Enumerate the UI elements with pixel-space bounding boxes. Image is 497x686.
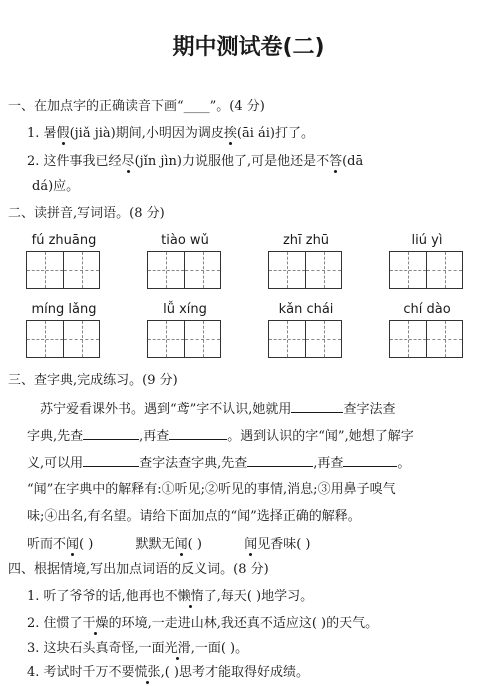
answer-item: 闻见香味( ) xyxy=(244,537,311,552)
pinyin-row-1 xyxy=(0,233,497,299)
section3-paragraph-line: 味;④出名,有名望。请给下面加点的“闻”选择正确的解释。 xyxy=(27,509,361,524)
pinyin-text: kǎn chái xyxy=(278,302,334,317)
section3-answers-line xyxy=(27,536,310,554)
answer-item: 听而不闻( ) xyxy=(27,537,94,552)
pinyin-text: míng lǎng xyxy=(31,302,97,317)
writing-grid[interactable] xyxy=(389,320,463,358)
answer-blank[interactable] xyxy=(291,400,343,413)
answer-blank[interactable] xyxy=(169,427,227,440)
answer-blank[interactable] xyxy=(343,454,397,467)
page-title: 期中测试卷(二) xyxy=(172,35,325,60)
section3-paragraph-line: 苏宁爱看课外书。遇到“鸢”字不认识,她就用 查字法查 xyxy=(40,402,396,417)
pinyin-row-2 xyxy=(0,302,497,368)
section4-heading: 四、根据情境,写出加点词语的反义词。(8 分) xyxy=(8,562,269,577)
answer-blank[interactable] xyxy=(83,427,139,440)
answer-blank[interactable] xyxy=(247,454,313,467)
pinyin-text: zhī zhū xyxy=(282,233,330,248)
section3-paragraph-line: 字典,先查 ,再查 。遇到认识的字“闻”,她想了解字 xyxy=(27,429,414,444)
pinyin-text: tiào wǔ xyxy=(161,233,209,248)
writing-grid[interactable] xyxy=(268,251,342,289)
section3-paragraph-line: “闻”在字典中的解释有:①听见;②听见的事情,消息;③用鼻子嗅气 xyxy=(27,482,396,497)
answer-blank[interactable] xyxy=(83,454,139,467)
section1-heading: 一、在加点字的正确读音下画“____”。(4 分) xyxy=(8,99,265,114)
section3-heading: 三、查字典,完成练习。(9 分) xyxy=(8,373,178,388)
pinyin-text: lǚ xíng xyxy=(163,302,207,317)
writing-grid[interactable] xyxy=(26,320,100,358)
writing-grid[interactable] xyxy=(268,320,342,358)
section1-q2: 2. 这件事我已经尽(jǐn jìn)力说服他了,可是他还是不答(dā xyxy=(27,154,364,169)
section1-q2-cont: dá)应。 xyxy=(32,179,80,194)
section1-q1: 1. 暑假(jiǎ jià)期间,小明因为调皮挨(āi ái)打了。 xyxy=(27,126,314,141)
section4-q3: 3. 这块石头真奇怪,一面光滑,一面( )。 xyxy=(27,641,249,656)
writing-grid[interactable] xyxy=(26,251,100,289)
pinyin-text: liú yì xyxy=(411,233,443,248)
section4-q1: 1. 听了爷爷的话,他再也不懒惰了,每天( )地学习。 xyxy=(27,589,314,604)
section3-paragraph-line: 义,可以用 查字法查字典,先查 ,再查 。 xyxy=(27,456,411,471)
section2-heading: 二、读拼音,写词语。(8 分) xyxy=(8,206,165,221)
pinyin-text: fú zhuāng xyxy=(31,233,97,248)
section4-q2: 2. 住惯了干燥的环境,一走进山林,我还真不适应这( )的天气。 xyxy=(27,616,379,631)
pinyin-text: chí dào xyxy=(403,302,451,317)
section4-q4: 4. 考试时千万不要慌张,( )思考才能取得好成绩。 xyxy=(27,665,309,680)
answer-item: 默默无闻( ) xyxy=(135,537,202,552)
writing-grid[interactable] xyxy=(147,251,221,289)
writing-grid[interactable] xyxy=(147,320,221,358)
writing-grid[interactable] xyxy=(389,251,463,289)
